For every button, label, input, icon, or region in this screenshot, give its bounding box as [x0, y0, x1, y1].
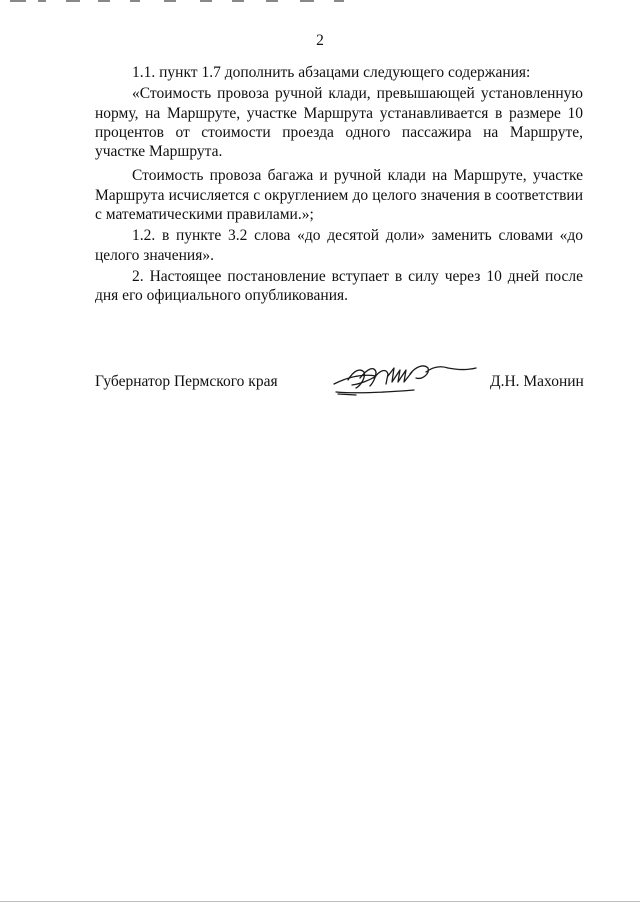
scan-edge-marks: [0, 0, 640, 6]
paragraph-item-1-2: 1.2. в пункте 3.2 слова «до десятой доли» заменить словами «до целого значения».: [95, 227, 583, 264]
signatory-name: Д.Н. Махонин: [490, 373, 584, 390]
page-number: 2: [316, 32, 324, 49]
handwritten-signature: [330, 354, 478, 398]
paragraph-baggage: Стоимость провоза багажа и ручной клади на Маршруте, участке Маршрута исчисляется с округлением до целого значения в соответствии с математическими правилами.»;: [95, 167, 583, 224]
paragraph-quote-start: «Стоимость провоза ручной клади, превышающей установленную норму, на Маршруте, участке Маршрута устанавливается в размере 10 процентов от стоимости проезда одного пассажира на Маршруте, участке Маршрута.: [95, 85, 583, 161]
paragraph-item-1-1: 1.1. пункт 1.7 дополнить абзацами следующего содержания:: [132, 64, 531, 81]
document-body: [95, 63, 583, 306]
scan-bottom-edge: [0, 901, 640, 902]
signatory-position: Губернатор Пермского края: [95, 373, 278, 390]
paragraph-effective-date: 2. Настоящее постановление вступает в силу через 10 дней после дня его официального опубликования.: [95, 267, 583, 305]
